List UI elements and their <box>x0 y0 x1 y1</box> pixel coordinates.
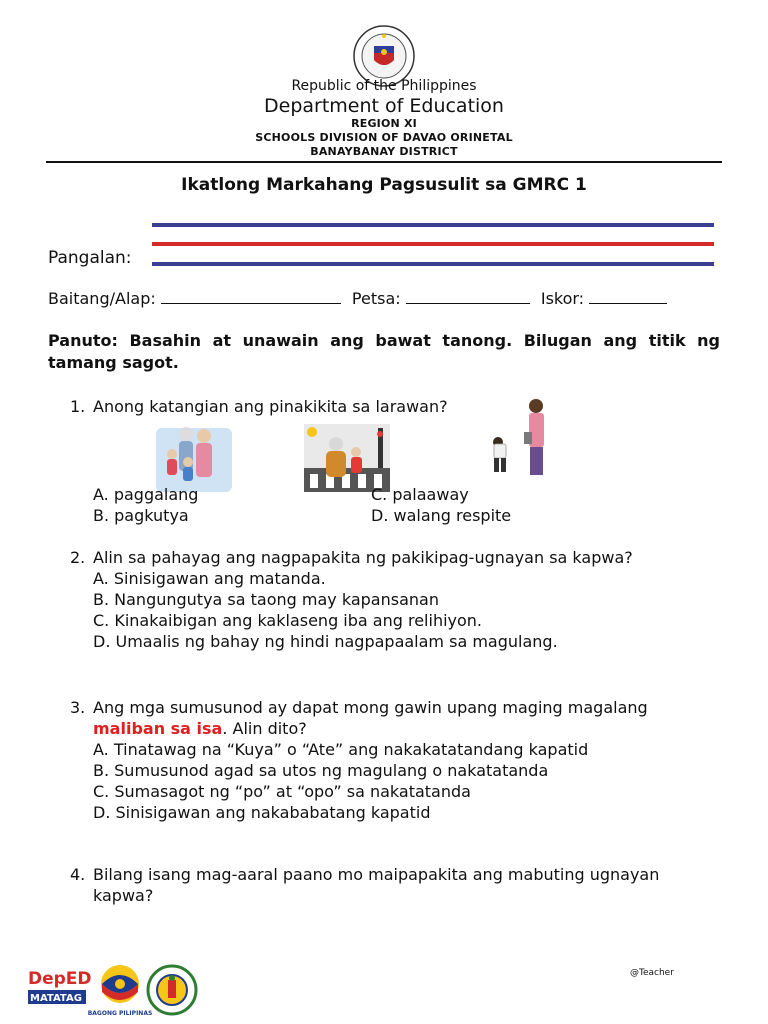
option-a[interactable]: A. Sinisigawan ang matanda. <box>93 569 326 588</box>
district-text: BANAYBANAY DISTRICT <box>310 145 458 158</box>
question-1-options-left <box>93 484 198 526</box>
region-text: REGION XI <box>351 117 417 130</box>
deped-matatag-logo <box>26 962 90 1018</box>
question-2 <box>70 547 720 652</box>
info-row <box>48 289 667 308</box>
division-text: SCHOOLS DIVISION OF DAVAO ORINETAL <box>255 131 513 144</box>
option-c[interactable]: C. Sumasagot ng “po” at “opo” sa nakatatanda <box>93 782 471 801</box>
name-label: Pangalan: <box>48 248 132 268</box>
question-text: Bilang isang mag-aaral paano mo maipapakita ang mabuting ugnayan kapwa? <box>93 865 660 905</box>
date-field[interactable] <box>406 289 530 304</box>
bagong-pilipinas-text: BAGONG PILIPINAS <box>87 1010 153 1017</box>
question-number: 3. <box>70 698 86 717</box>
exam-title: Ikatlong Markahang Pagsusulit sa GMRC 1 <box>181 175 587 195</box>
option-d[interactable]: D. Sinisigawan ang nakababatang kapatid <box>93 803 431 822</box>
option-b[interactable]: B. Sumusunod agad sa utos ng magulang o nakatatanda <box>93 761 549 780</box>
question-text <box>93 697 720 739</box>
question-number: 1. <box>70 397 86 416</box>
question-text: Alin sa pahayag ang nagpapakita ng pakikipag-ugnayan sa kapwa? <box>93 548 633 567</box>
header-divider <box>46 161 722 163</box>
family-illustration <box>156 420 232 492</box>
republic-text: Republic of the Philippines <box>291 78 477 94</box>
option-d[interactable]: D. walang respite <box>371 506 512 525</box>
option-d[interactable]: D. Umaalis ng bahay ng hindi nagpapaalam sa magulang. <box>93 632 558 651</box>
name-line-stripe-blue-bottom <box>152 262 714 266</box>
department-text: Department of Education <box>264 95 504 117</box>
option-a[interactable]: A. paggalang <box>93 485 199 504</box>
highlight-text: maliban sa isa <box>93 719 223 738</box>
option-c[interactable]: C. Kinakaibigan ang kaklaseng iba ang relihiyon. <box>93 611 483 630</box>
grade-label: Baitang/Alap: <box>48 289 156 308</box>
banaybanay-district-seal <box>146 964 198 1016</box>
instructions: Panuto: Basahin at unawain ang bawat tanong. Bilugan ang titik ng tamang sagot. <box>48 331 720 372</box>
question-1 <box>70 396 720 417</box>
score-label: Iskor: <box>540 289 585 308</box>
question-text-part: . Alin dito? <box>222 719 307 738</box>
teacher-note: @Teacher <box>630 968 674 978</box>
name-line-stripe-red <box>152 242 714 246</box>
question-1-options-right <box>371 484 511 526</box>
bowing-illustration <box>484 396 556 480</box>
matatag-logo-text: MATATAG <box>30 993 82 1004</box>
question-4 <box>70 864 720 906</box>
score-field[interactable] <box>589 289 667 304</box>
option-b[interactable]: B. Nangungutya sa taong may kapansanan <box>93 590 439 609</box>
question-text-part: Ang mga sumusunod ay dapat mong gawin upang maging magalang <box>93 698 648 717</box>
option-b[interactable]: B. pagkutya <box>93 506 189 525</box>
name-line-stripe-blue-top <box>152 223 714 227</box>
option-c[interactable]: C. palaaway <box>371 485 469 504</box>
question-text: Anong katangian ang pinakikita sa larawan? <box>93 397 448 416</box>
bagong-pilipinas-logo <box>87 962 153 1018</box>
question-number: 2. <box>70 548 86 567</box>
question-3 <box>70 697 720 823</box>
grade-field[interactable] <box>161 289 341 304</box>
crossing-illustration <box>304 424 390 492</box>
deped-logo-text: DepED <box>28 969 92 989</box>
date-label: Petsa: <box>351 289 401 308</box>
question-number: 4. <box>70 865 86 884</box>
option-a[interactable]: A. Tinatawag na “Kuya” o “Ate” ang nakakatatandang kapatid <box>93 740 589 759</box>
